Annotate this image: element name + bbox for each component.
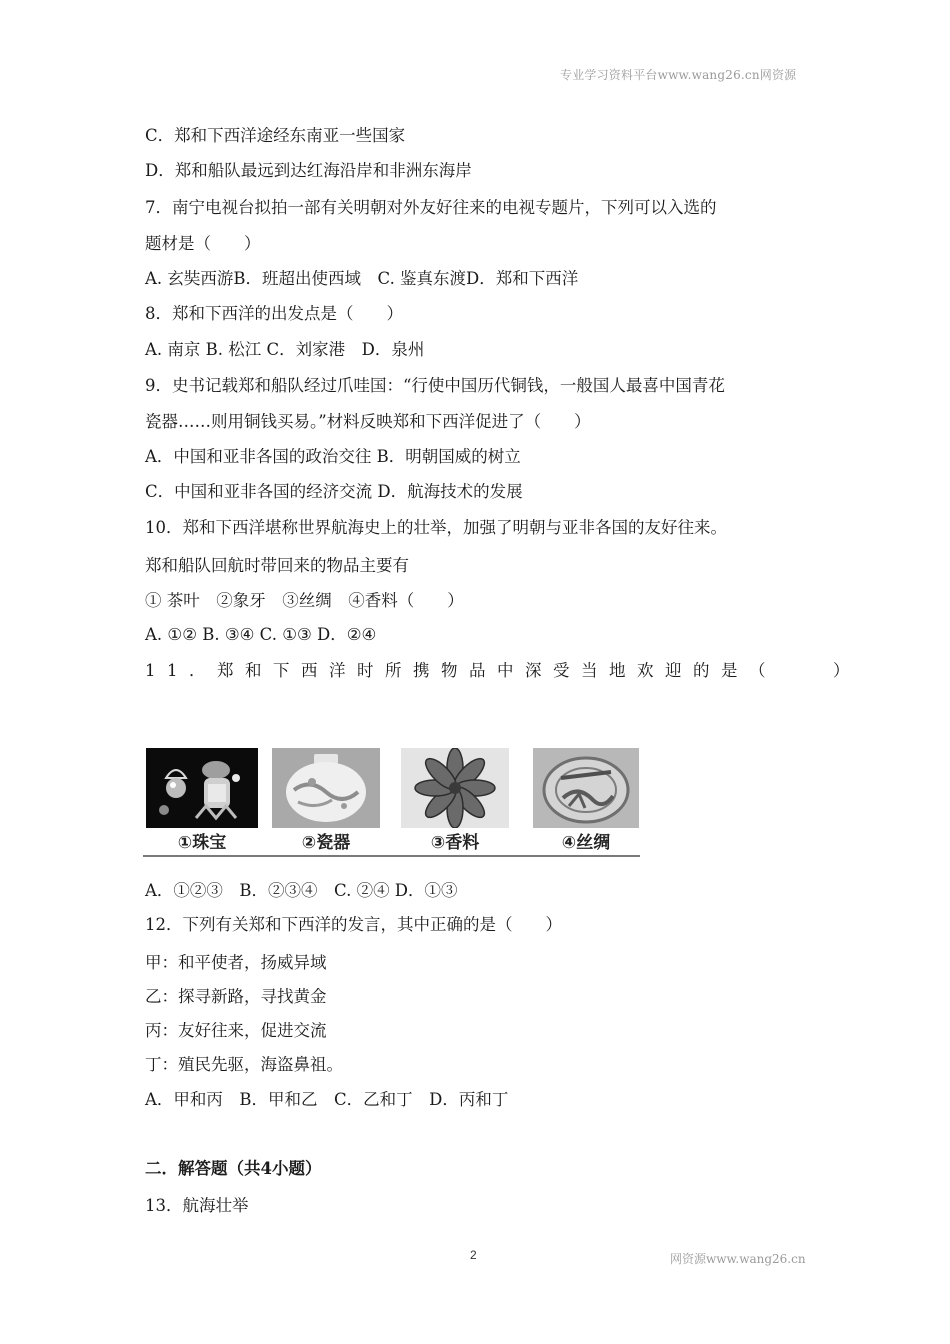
question-11: 11．郑和下西洋时所携物品中深受当地欢迎的是（ ） <box>145 661 861 680</box>
question-10: 10．郑和下西洋堪称世界航海史上的壮举，加强了明朝与亚非各国的友好往来。 <box>145 518 727 537</box>
question-8: 8．郑和下西洋的出发点是（ ） <box>145 304 403 323</box>
question-7-options: A. 玄奘西游B．班超出使西域 C. 鉴真东渡D．郑和下西洋 <box>145 269 579 288</box>
question-9: 9．史书记载郑和船队经过爪哇国：“行使中国历代铜钱，一般国人最喜中国青花 <box>145 376 725 395</box>
porcelain-image <box>272 748 380 828</box>
option-c-q6: C．郑和下西洋途经东南亚一些国家 <box>145 126 406 145</box>
question-7: 7．南宁电视台拟拍一部有关明朝对外友好往来的电视专题片，下列可以入选的 <box>145 198 717 217</box>
statement-yi: 乙：探寻新路，寻找黄金 <box>145 987 327 1006</box>
question-9-cont: 瓷器……则用铜钱买易。”材料反映郑和下西洋促进了（ ） <box>145 412 591 431</box>
caption-jewelry: ①珠宝 <box>177 833 227 853</box>
question-12-options: A．甲和丙 B．甲和乙 C．乙和丁 D．丙和丁 <box>145 1090 509 1109</box>
question-10-options: A. ①② B. ③④ C. ①③ D．②④ <box>145 625 377 644</box>
section-heading: 二．解答题（共4小题） <box>145 1159 322 1178</box>
question-10-cont: 郑和船队回航时带回来的物品主要有 <box>145 556 409 575</box>
caption-silk: ④丝绸 <box>561 833 611 853</box>
question-7-cont: 题材是（ ） <box>145 234 261 253</box>
statement-ding: 丁：殖民先驱，海盗鼻祖。 <box>145 1055 343 1074</box>
caption-porcelain: ②瓷器 <box>301 833 351 853</box>
option-d-q6: D．郑和船队最远到达红海沿岸和非洲东海岸 <box>145 161 472 180</box>
question-12: 12．下列有关郑和下西洋的发言，其中正确的是（ ） <box>145 915 562 934</box>
caption-spice: ③香料 <box>430 833 480 853</box>
header-watermark: 专业学习资料平台www.wang26.cn网资源 <box>560 68 797 82</box>
figure-divider <box>143 855 640 857</box>
spice-image <box>401 748 509 828</box>
question-10-items: ① 茶叶 ②象牙 ③丝绸 ④香料（ ） <box>145 591 464 610</box>
page-number: 2 <box>470 1248 477 1262</box>
question-13: 13．航海壮举 <box>145 1196 249 1215</box>
footer-watermark: 网资源www.wang26.cn <box>670 1252 806 1266</box>
silk-image <box>533 748 639 828</box>
statement-bing: 丙：友好往来，促进交流 <box>145 1021 327 1040</box>
jewelry-image <box>146 748 258 828</box>
question-9-options-ab: A．中国和亚非各国的政治交往 B．明朝国威的树立 <box>145 447 521 466</box>
statement-jia: 甲：和平使者，扬威异域 <box>145 953 327 972</box>
question-9-options-cd: C．中国和亚非各国的经济交流 D．航海技术的发展 <box>145 482 523 501</box>
goods-figure <box>143 745 640 858</box>
question-8-options: A. 南京 B. 松江 C．刘家港 D．泉州 <box>145 340 425 359</box>
question-11-options: A．①②③ B．②③④ C. ②④ D．①③ <box>145 881 458 900</box>
